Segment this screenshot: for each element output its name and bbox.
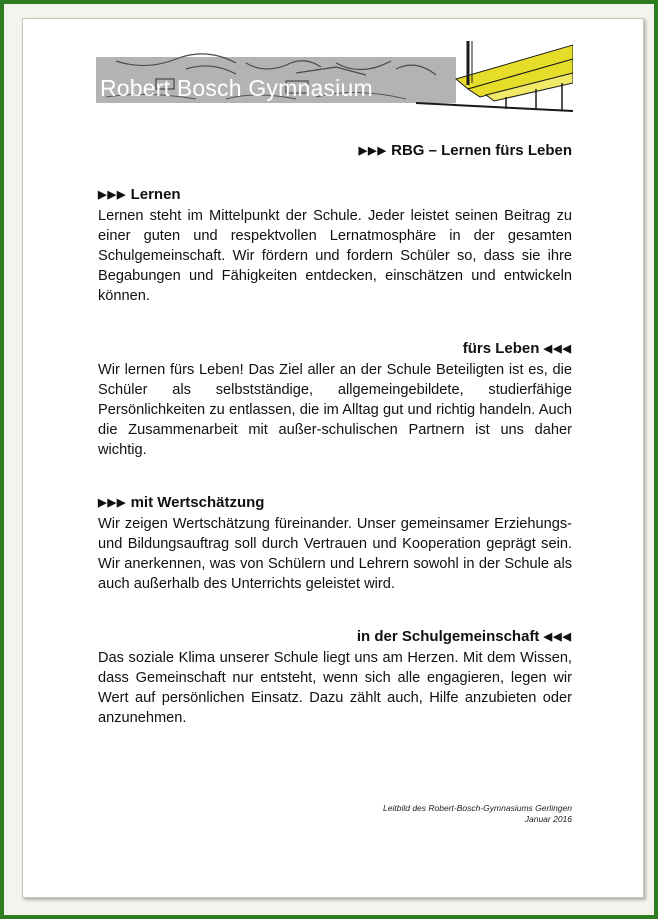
section-lernen <box>98 185 572 306</box>
school-banner <box>96 39 573 115</box>
document-frame <box>4 4 654 915</box>
arrow-right-icon: ▶▶▶ <box>98 497 127 509</box>
section-title: fürs Leben <box>462 340 540 357</box>
section-heading <box>98 493 572 514</box>
section-title: in der Schulgemeinschaft <box>356 628 540 645</box>
section-text: Lernen steht im Mittelpunkt der Schule. Jeder leistet seinen Beitrag zu einer guten und respektvollen Lernatmosphäre in der gesamten Schulgemeinschaft. Wir fördern und fordern Schüler so, dass sie ihre Begabungen und Fähigkeiten entdecken, einschätzen und entwickeln können. <box>98 208 572 304</box>
section-title: Lernen <box>130 186 181 203</box>
arrow-right-icon: ▶▶▶ <box>358 145 387 157</box>
section-title: mit Wertschätzung <box>130 494 265 511</box>
section-wertschaetzung <box>98 493 572 594</box>
school-name: Robert Bosch Gymnasium <box>100 75 373 101</box>
section-text: Wir zeigen Wertschätzung füreinander. Unser gemeinsamer Erziehungs- und Bildungsauftrag soll durch Vertrauen und Kooperation geprägt sein. Wir anerkennen, was von Schülern und Lehrern sowohl in der Schule als auch außerhalb des Unterrichts geleistet wird. <box>98 516 572 592</box>
arrow-right-icon: ▶▶▶ <box>98 189 127 201</box>
motto-text: RBG – Lernen fürs Leben <box>391 142 572 159</box>
section-schulgemeinschaft <box>98 627 572 728</box>
arrow-left-icon: ◀◀◀ <box>543 631 572 643</box>
footer-source: Leitbild des Robert-Bosch-Gymnasiums Gerlingen <box>383 803 572 813</box>
document-page <box>22 18 644 898</box>
document-footer <box>223 803 572 825</box>
section-heading <box>98 339 572 360</box>
footer-date: Januar 2016 <box>524 814 572 824</box>
motto-heading <box>98 141 572 162</box>
document-body <box>98 141 572 728</box>
section-heading <box>98 627 572 648</box>
section-heading <box>98 185 572 206</box>
section-text: Das soziale Klima unserer Schule liegt uns am Herzen. Mit dem Wissen, dass Gemeinschaft nur entsteht, wenn sich alle engagieren, legen wir Wert auf persönlichen Einsatz. Dazu zählt auch, Hilfe anzubieten oder anzunehmen. <box>98 650 572 726</box>
section-text: Wir lernen fürs Leben! Das Ziel aller an der Schule Beteiligten ist es, die Schüler als selbstständige, allgemeingebildete, studierfähige Persönlichkeiten zu entlassen, die im Alltag gut und richtig handeln. Auch die Zusammenarbeit mit außer-schulischen Partnern ist uns daher wichtig. <box>98 362 572 458</box>
arrow-left-icon: ◀◀◀ <box>543 343 572 355</box>
section-fuers-leben <box>98 339 572 460</box>
